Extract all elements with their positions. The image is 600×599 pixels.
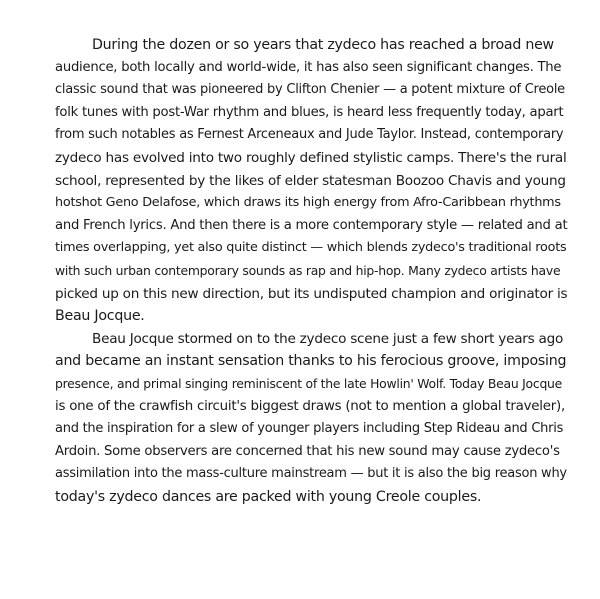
text-line: is one of the crawfish circuit's biggest draws (not to mention a global traveler), (55, 398, 565, 414)
text-line: from such notables as Fernest Arceneaux and Jude Taylor. Instead, contemporary (55, 127, 564, 143)
text-line: assimilation into the mass-culture mainstream — but it is also the big reason why (55, 466, 567, 482)
text-line: classic sound that was pioneered by Clifton Chenier — a potent mixture of Creole (55, 82, 565, 98)
text-line: During the dozen or so years that zydeco has reached a broad new (92, 37, 554, 53)
text-line: today's zydeco dances are packed with young Creole couples. (55, 488, 482, 505)
text-line: Ardoin. Some observers are concerned that his new sound may cause zydeco's (55, 443, 560, 459)
paragraph-beau-jocque (55, 328, 567, 509)
liner-notes-text (55, 34, 567, 508)
text-line: with such urban contemporary sounds as rap and hip-hop. Many zydeco artists have (55, 262, 561, 278)
text-line: school, represented by the likes of elder statesman Boozoo Chavis and young (55, 172, 566, 189)
text-line: and the inspiration for a slew of younger players including Step Rideau and Chris (55, 421, 564, 437)
text-line: and became an instant sensation thanks to his ferocious groove, imposing (55, 353, 567, 370)
paragraph-zydeco-changes (55, 34, 567, 328)
text-line: picked up on this new direction, but its undisputed champion and originator is (55, 285, 568, 302)
text-line: zydeco has evolved into two roughly defined stylistic camps. There's the rural (55, 149, 567, 166)
text-line: presence, and primal singing reminiscent of the late Howlin' Wolf. Today Beau Jocque (55, 375, 563, 391)
text-line: Beau Jocque. (55, 308, 145, 325)
text-line: folk tunes with post-War rhythm and blues, is heard less frequently today, apart (55, 104, 564, 120)
text-line: hotshot Geno Delafose, which draws its high energy from Afro-Caribbean rhythms (55, 195, 561, 211)
text-line: times overlapping, yet also quite distinct — which blends zydeco's traditional roots (55, 240, 567, 256)
text-line: Beau Jocque stormed on to the zydeco scene just a few short years ago (92, 330, 564, 347)
text-line: and French lyrics. And then there is a more contemporary style — related and at (55, 217, 568, 233)
text-line: audience, both locally and world-wide, it has also seen significant changes. The (55, 59, 562, 75)
